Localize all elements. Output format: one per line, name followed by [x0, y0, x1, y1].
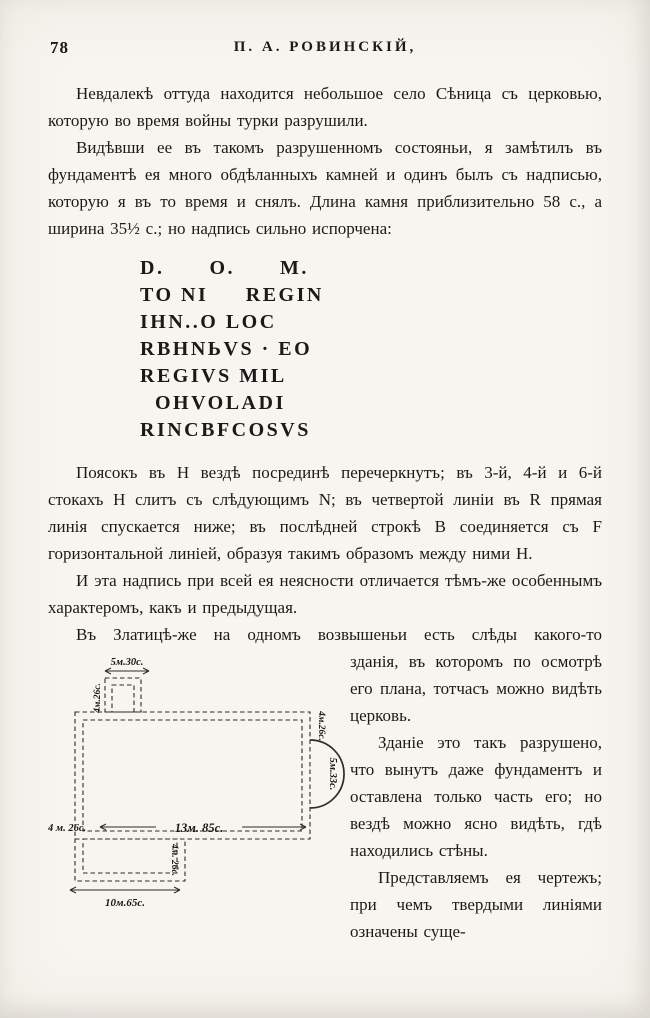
extension-outer-wall: [75, 839, 185, 881]
dim-porch-side-label: 4м.26с.: [93, 683, 103, 713]
latin-inscription: [140, 255, 602, 444]
inscription-line-3: IHN..O LOC: [140, 311, 277, 333]
page-header: [48, 36, 602, 62]
running-title: П. А. РОВИНСКІЙ,: [233, 39, 417, 55]
church-plan-svg: [48, 654, 350, 918]
church-plan-figure: [48, 654, 350, 945]
porch-outer-wall: [105, 678, 141, 712]
dim-apse-width-label: 5м.33с.: [327, 757, 338, 791]
inscription-line-5: REGIVS MIL: [140, 365, 287, 387]
dim-top-width-label: 5м.30с.: [110, 657, 144, 668]
nave-outer-wall: [75, 712, 310, 839]
extension-inner-wall: [83, 839, 177, 873]
inscription-line-6: OHVOLADI: [140, 392, 286, 414]
dim-bottom-width-label: 13м. 85с.: [174, 821, 224, 835]
nave-inner-wall: [83, 720, 302, 831]
paragraph-stone: Видѣвши ее въ такомъ разрушенномъ состояньи, я замѣтилъ въ фундаментѣ ея много обдѣланныхъ камней и одинъ былъ съ надписью, которую я въ то время и снялъ. Длина камня приблизительно 58 с., а ширина 35½ с.; но надпись сильно испорчена:: [48, 138, 602, 238]
dim-extension-width-arrow: [70, 887, 180, 893]
paragraph-letterforms: Поясокъ въ Н вездѣ посрединѣ перечеркнутъ; въ 3-й, 4-й и 6-й стокахъ Н слитъ съ слѣдующимъ N; въ четвертой линіи въ R прямая линія спускается ниже; въ послѣдней строкѣ В соединяется съ F горизонтальной линіей, образуя такимъ образомъ между ними Н.: [48, 463, 602, 563]
inscription-line-4: RBHNЬVS · EO: [140, 338, 313, 360]
dim-right-top-label: 4м.26с.: [316, 711, 326, 741]
paragraph-ruined: Зданіе это такъ разрушено, что вынутъ даже фундаментъ и оставлена только часть его; но вездѣ можно ясно видѣть, гдѣ находились стѣны.: [350, 733, 602, 860]
inscription-line-7: RINCBFCOSVS: [140, 419, 311, 441]
inscription-line-1: D. O. M.: [140, 257, 309, 279]
page-number: 78: [50, 38, 69, 57]
inscription-line-2: TO NI REGIN: [140, 284, 324, 306]
dim-extension-side-label: 4м. 26с.: [169, 843, 179, 877]
diagram-and-text-section: [48, 648, 602, 945]
paragraph-character: И эта надпись при всей ея неясности отличается тѣмъ-же особеннымъ характеромъ, какъ и предыдущая.: [48, 571, 602, 617]
dim-bottom-left-label: 4 м. 26с.: [48, 823, 87, 834]
paragraph-drawing: Представляемъ ея чертежъ; при чемъ твердыми линіями означены суще-: [350, 868, 602, 941]
paragraph-village: Невдалекѣ оттуда находится небольшое село Сѣница съ церковью, которую во время войны турки разрушили.: [48, 84, 602, 130]
dim-top-width-arrow: [105, 668, 149, 674]
porch-inner-wall: [112, 685, 134, 712]
paragraph-zlatica-first-line: Въ Златицѣ-же на одномъ возвышеньи есть слѣды какого-то: [76, 625, 602, 644]
wrapped-text-column: [350, 648, 602, 945]
paragraph-zlatica-continued: зданія, въ которомъ по осмотрѣ его плана, тотчасъ можно видѣть церковь.: [350, 652, 602, 725]
dim-extension-width-label: 10м.65с.: [105, 897, 145, 909]
